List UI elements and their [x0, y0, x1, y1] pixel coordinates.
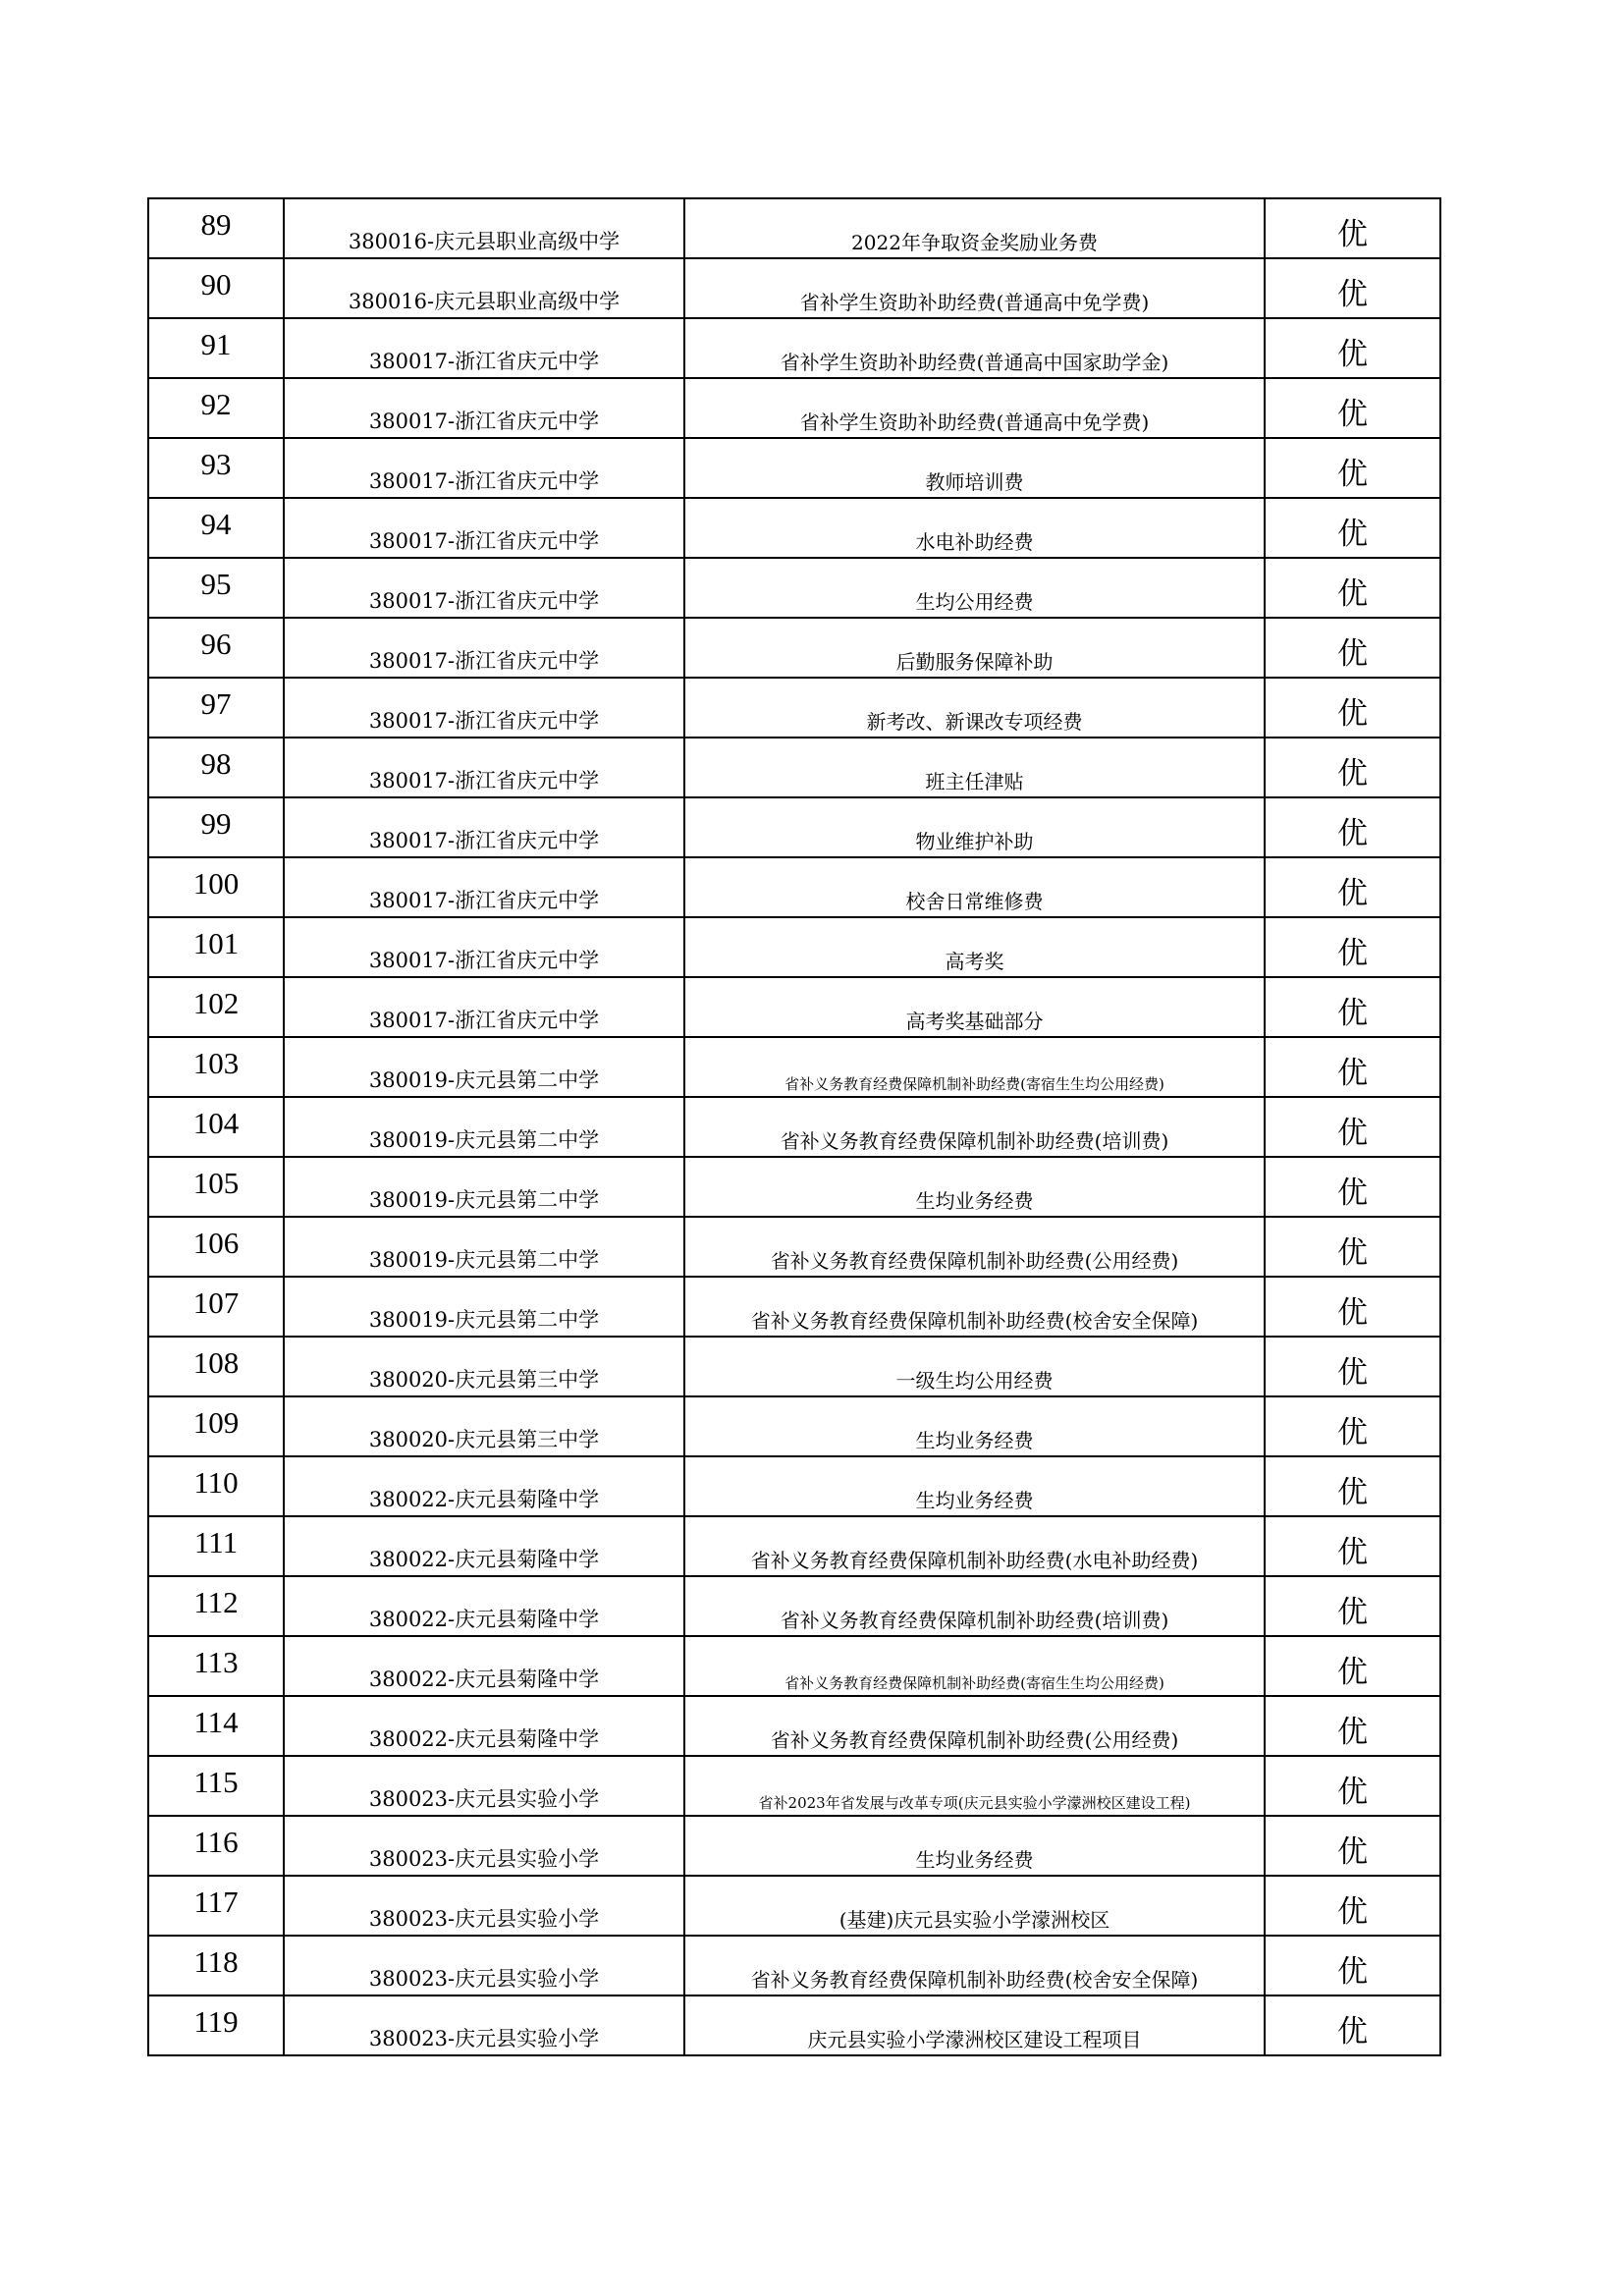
unit-name-cell: 380023-庆元县实验小学: [284, 1756, 684, 1816]
unit-name-cell: 380022-庆元县菊隆中学: [284, 1516, 684, 1576]
table-row: [148, 1995, 1440, 2055]
project-name-cell: 生均业务经费: [684, 1157, 1265, 1217]
table-row: [148, 857, 1440, 917]
grade-cell: 优: [1265, 1516, 1440, 1576]
project-name-cell: 省补义务教育经费保障机制补助经费(校舍安全保障): [684, 1936, 1265, 1995]
project-name-cell: 后勤服务保障补助: [684, 618, 1265, 678]
unit-name-cell: 380017-浙江省庆元中学: [284, 498, 684, 558]
grade-cell: 优: [1265, 1157, 1440, 1217]
project-name-cell: 省补学生资助补助经费(普通高中免学费): [684, 258, 1265, 318]
unit-name-cell: 380017-浙江省庆元中学: [284, 917, 684, 977]
grade-cell: 优: [1265, 1097, 1440, 1157]
grade-cell: 优: [1265, 917, 1440, 977]
unit-name-cell: 380017-浙江省庆元中学: [284, 797, 684, 857]
row-number-cell: 105: [148, 1157, 284, 1217]
unit-name-cell: 380017-浙江省庆元中学: [284, 977, 684, 1037]
row-number-cell: 114: [148, 1696, 284, 1756]
unit-name-cell: 380022-庆元县菊隆中学: [284, 1696, 684, 1756]
project-name-cell: 新考改、新课改专项经费: [684, 678, 1265, 738]
grade-cell: 优: [1265, 738, 1440, 797]
table-row: [148, 1876, 1440, 1936]
row-number-cell: 103: [148, 1037, 284, 1097]
project-name-cell: 省补学生资助补助经费(普通高中国家助学金): [684, 318, 1265, 378]
table-row: [148, 618, 1440, 678]
row-number-cell: 99: [148, 797, 284, 857]
project-name-cell: 省补义务教育经费保障机制补助经费(水电补助经费): [684, 1516, 1265, 1576]
row-number-cell: 89: [148, 198, 284, 258]
project-name-cell: 生均业务经费: [684, 1816, 1265, 1876]
table-row: [148, 198, 1440, 258]
row-number-cell: 104: [148, 1097, 284, 1157]
project-name-cell: 庆元县实验小学濛洲校区建设工程项目: [684, 1995, 1265, 2055]
table-row: [148, 378, 1440, 438]
row-number-cell: 91: [148, 318, 284, 378]
grade-cell: 优: [1265, 797, 1440, 857]
unit-name-cell: 380019-庆元县第二中学: [284, 1277, 684, 1337]
row-number-cell: 119: [148, 1995, 284, 2055]
unit-name-cell: 380023-庆元县实验小学: [284, 1816, 684, 1876]
grade-cell: 优: [1265, 1217, 1440, 1277]
project-name-cell: 省补义务教育经费保障机制补助经费(培训费): [684, 1576, 1265, 1636]
table-row: [148, 438, 1440, 498]
table-row: [148, 1456, 1440, 1516]
row-number-cell: 109: [148, 1396, 284, 1456]
unit-name-cell: 380016-庆元县职业高级中学: [284, 198, 684, 258]
row-number-cell: 90: [148, 258, 284, 318]
table-row: [148, 258, 1440, 318]
grade-cell: 优: [1265, 1277, 1440, 1337]
row-number-cell: 116: [148, 1816, 284, 1876]
table-row: [148, 1636, 1440, 1696]
grade-cell: 优: [1265, 1576, 1440, 1636]
row-number-cell: 92: [148, 378, 284, 438]
row-number-cell: 115: [148, 1756, 284, 1816]
grade-cell: 优: [1265, 1756, 1440, 1816]
project-name-cell: 物业维护补助: [684, 797, 1265, 857]
grade-cell: 优: [1265, 1936, 1440, 1995]
grade-cell: 优: [1265, 857, 1440, 917]
project-name-cell: 生均业务经费: [684, 1396, 1265, 1456]
unit-name-cell: 380016-庆元县职业高级中学: [284, 258, 684, 318]
table-row: [148, 977, 1440, 1037]
evaluation-table: [147, 197, 1441, 2056]
grade-cell: 优: [1265, 1396, 1440, 1456]
project-name-cell: 省补义务教育经费保障机制补助经费(公用经费): [684, 1217, 1265, 1277]
table-row: [148, 318, 1440, 378]
table-row: [148, 1936, 1440, 1995]
row-number-cell: 102: [148, 977, 284, 1037]
unit-name-cell: 380020-庆元县第三中学: [284, 1337, 684, 1396]
grade-cell: 优: [1265, 618, 1440, 678]
row-number-cell: 101: [148, 917, 284, 977]
unit-name-cell: 380023-庆元县实验小学: [284, 1936, 684, 1995]
table-row: [148, 797, 1440, 857]
table-row: [148, 1816, 1440, 1876]
project-name-cell: 省补义务教育经费保障机制补助经费(寄宿生生均公用经费): [684, 1037, 1265, 1097]
table-row: [148, 1756, 1440, 1816]
table-row: [148, 1277, 1440, 1337]
grade-cell: 优: [1265, 1456, 1440, 1516]
row-number-cell: 118: [148, 1936, 284, 1995]
project-name-cell: 班主任津贴: [684, 738, 1265, 797]
project-name-cell: 高考奖: [684, 917, 1265, 977]
project-name-cell: 一级生均公用经费: [684, 1337, 1265, 1396]
project-name-cell: 省补义务教育经费保障机制补助经费(公用经费): [684, 1696, 1265, 1756]
row-number-cell: 95: [148, 558, 284, 618]
table-row: [148, 1217, 1440, 1277]
row-number-cell: 100: [148, 857, 284, 917]
grade-cell: 优: [1265, 318, 1440, 378]
unit-name-cell: 380019-庆元县第二中学: [284, 1157, 684, 1217]
row-number-cell: 97: [148, 678, 284, 738]
table-row: [148, 498, 1440, 558]
unit-name-cell: 380017-浙江省庆元中学: [284, 438, 684, 498]
row-number-cell: 112: [148, 1576, 284, 1636]
unit-name-cell: 380023-庆元县实验小学: [284, 1995, 684, 2055]
unit-name-cell: 380023-庆元县实验小学: [284, 1876, 684, 1936]
table-row: [148, 1576, 1440, 1636]
unit-name-cell: 380017-浙江省庆元中学: [284, 618, 684, 678]
project-name-cell: 省补义务教育经费保障机制补助经费(培训费): [684, 1097, 1265, 1157]
unit-name-cell: 380020-庆元县第三中学: [284, 1396, 684, 1456]
project-name-cell: 省补义务教育经费保障机制补助经费(寄宿生生均公用经费): [684, 1636, 1265, 1696]
grade-cell: 优: [1265, 378, 1440, 438]
unit-name-cell: 380017-浙江省庆元中学: [284, 738, 684, 797]
unit-name-cell: 380017-浙江省庆元中学: [284, 378, 684, 438]
table-row: [148, 1696, 1440, 1756]
grade-cell: 优: [1265, 1876, 1440, 1936]
grade-cell: 优: [1265, 1037, 1440, 1097]
table-row: [148, 1396, 1440, 1456]
unit-name-cell: 380017-浙江省庆元中学: [284, 318, 684, 378]
project-name-cell: 校舍日常维修费: [684, 857, 1265, 917]
grade-cell: 优: [1265, 258, 1440, 318]
grade-cell: 优: [1265, 198, 1440, 258]
grade-cell: 优: [1265, 678, 1440, 738]
row-number-cell: 110: [148, 1456, 284, 1516]
row-number-cell: 113: [148, 1636, 284, 1696]
row-number-cell: 94: [148, 498, 284, 558]
project-name-cell: 教师培训费: [684, 438, 1265, 498]
unit-name-cell: 380022-庆元县菊隆中学: [284, 1456, 684, 1516]
table-row: [148, 558, 1440, 618]
grade-cell: 优: [1265, 558, 1440, 618]
unit-name-cell: 380022-庆元县菊隆中学: [284, 1576, 684, 1636]
grade-cell: 优: [1265, 1816, 1440, 1876]
row-number-cell: 106: [148, 1217, 284, 1277]
table-row: [148, 1097, 1440, 1157]
table-row: [148, 917, 1440, 977]
grade-cell: 优: [1265, 977, 1440, 1037]
project-name-cell: 生均业务经费: [684, 1456, 1265, 1516]
table-body: [148, 198, 1440, 2055]
row-number-cell: 96: [148, 618, 284, 678]
grade-cell: 优: [1265, 1696, 1440, 1756]
table-row: [148, 1037, 1440, 1097]
table-row: [148, 1516, 1440, 1576]
unit-name-cell: 380017-浙江省庆元中学: [284, 857, 684, 917]
project-name-cell: 高考奖基础部分: [684, 977, 1265, 1037]
unit-name-cell: 380019-庆元县第二中学: [284, 1037, 684, 1097]
row-number-cell: 111: [148, 1516, 284, 1576]
row-number-cell: 117: [148, 1876, 284, 1936]
grade-cell: 优: [1265, 498, 1440, 558]
unit-name-cell: 380019-庆元县第二中学: [284, 1217, 684, 1277]
grade-cell: 优: [1265, 1995, 1440, 2055]
table-row: [148, 1337, 1440, 1396]
grade-cell: 优: [1265, 1636, 1440, 1696]
row-number-cell: 93: [148, 438, 284, 498]
table-row: [148, 738, 1440, 797]
table-row: [148, 678, 1440, 738]
project-name-cell: 省补2023年省发展与改革专项(庆元县实验小学濛洲校区建设工程): [684, 1756, 1265, 1816]
table-row: [148, 1157, 1440, 1217]
project-name-cell: (基建)庆元县实验小学濛洲校区: [684, 1876, 1265, 1936]
unit-name-cell: 380017-浙江省庆元中学: [284, 678, 684, 738]
unit-name-cell: 380019-庆元县第二中学: [284, 1097, 684, 1157]
project-name-cell: 2022年争取资金奖励业务费: [684, 198, 1265, 258]
unit-name-cell: 380017-浙江省庆元中学: [284, 558, 684, 618]
row-number-cell: 98: [148, 738, 284, 797]
project-name-cell: 省补义务教育经费保障机制补助经费(校舍安全保障): [684, 1277, 1265, 1337]
row-number-cell: 108: [148, 1337, 284, 1396]
grade-cell: 优: [1265, 438, 1440, 498]
grade-cell: 优: [1265, 1337, 1440, 1396]
project-name-cell: 省补学生资助补助经费(普通高中免学费): [684, 378, 1265, 438]
project-name-cell: 生均公用经费: [684, 558, 1265, 618]
row-number-cell: 107: [148, 1277, 284, 1337]
project-name-cell: 水电补助经费: [684, 498, 1265, 558]
unit-name-cell: 380022-庆元县菊隆中学: [284, 1636, 684, 1696]
